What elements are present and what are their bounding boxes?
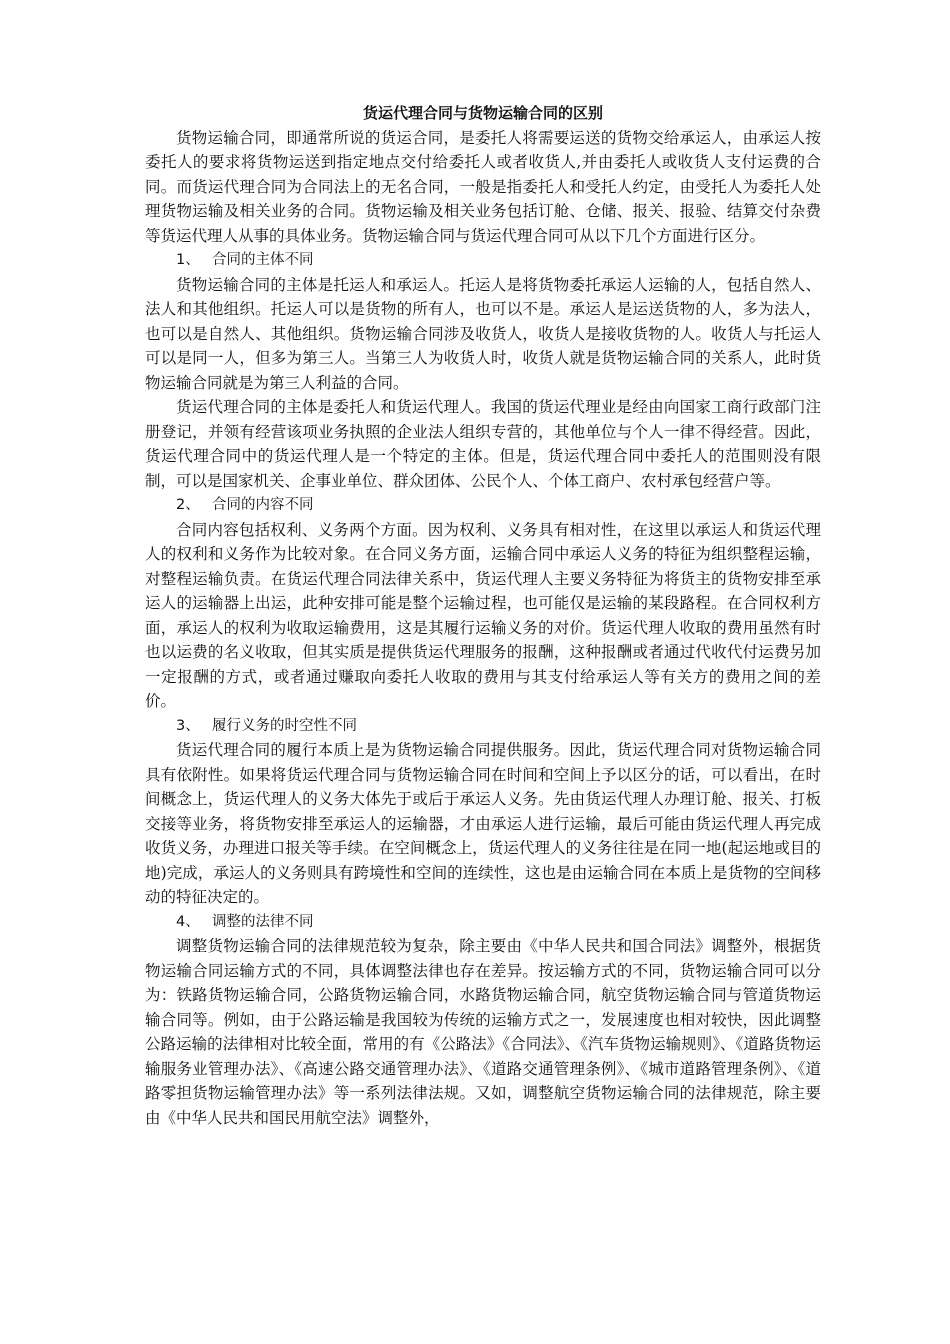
document-title: 货运代理合同与货物运输合同的区别 — [362, 104, 603, 122]
section-4-heading — [145, 910, 821, 935]
intro-paragraph: 货物运输合同，即通常所说的货运合同，是委托人将需要运送的货物交给承运人，由承运人按委托人的要求将货物运送到指定地点交付给委托人或者收货人,并由委托人或收货人支付运费的合同。而货运代理合同为合同法上的无名合同，一般是指委托人和受托人约定，由受托人为委托人处理货物运输及相关业务的合同。货物运输及相关业务包括订舱、仓储、报关、报验、结算交付杂费等货运代理人从事的具体业务。货物运输合同与货运代理合同可从以下几个方面进行区分。 — [145, 128, 821, 245]
section-2-heading — [145, 493, 821, 518]
document-page — [145, 101, 821, 1130]
section-3-paragraph-1: 货运代理合同的履行本质上是为货物运输合同提供服务。因此，货运代理合同对货物运输合同具有依附性。如果将货运代理合同与货物运输合同在时间和空间上予以区分的话，可以看出，在时间概念上，货运代理人的义务大体先于或后于承运人义务。先由货运代理人办理订舱、报关、打板交接等业务，将货物安排至承运人的运输器，才由承运人进行运输，最后可能由货运代理人再完成收货义务，办理进口报关等手续。在空间概念上，货运代理人的义务往往是在同一地(起运地或目的地)完成，承运人的义务则具有跨境性和空间的连续性，这也是由运输合同在本质上是货物的空间移动的特征决定的。 — [145, 741, 821, 906]
section-title: 履行义务的时空性不同 — [212, 717, 357, 734]
section-1-heading — [145, 248, 821, 273]
section-title: 合同的内容不同 — [212, 497, 314, 513]
section-1-paragraph-1: 货物运输合同的主体是托运人和承运人。托运人是将货物委托承运人运输的人，包括自然人、法人和其他组织。托运人可以是货物的所有人，也可以不是。承运人是运送货物的人，多为法人，也可以是自然人、其他组织。货物运输合同涉及收货人，收货人是接收货物的人。收货人与托运人可以是同一人，但多为第三人。当第三人为收货人时，收货人就是货物运输合同的关系人，此时货物运输合同就是为第三人利益的合同。 — [145, 275, 821, 392]
section-number: 1、 — [176, 252, 200, 268]
section-1-paragraph-2: 货运代理合同的主体是委托人和货运代理人。我国的货运代理业是经由向国家工商行政部门注册登记，并领有经营该项业务执照的企业法人组织专营的，其他单位与个人一律不得经营。因此，货运代理合同中的货运代理人是一个特定的主体。但是，货运代理合同中委托人的范围则没有限制，可以是国家机关、企事业单位、群众团体、公民个人、个体工商户、农村承包经营户等。 — [145, 398, 821, 490]
section-title: 合同的主体不同 — [212, 252, 314, 268]
section-number: 4、 — [176, 913, 200, 930]
section-4-paragraph-1: 调整货物运输合同的法律规范较为复杂，除主要由《中华人民共和国合同法》调整外，根据货物运输合同运输方式的不同，具体调整法律也存在差异。按运输方式的不同，货物运输合同可以分为：铁路货物运输合同，公路货物运输合同，水路货物运输合同，航空货物运输合同与管道货物运输合同等。例如，由于公路运输是我国较为传统的运输方式之一，发展速度也相对较快，因此调整公路运输的法律相对比较全面，常用的有《公路法》《合同法》、《汽车货物运输规则》、《道路货物运输服务业管理办法》、《高速公路交通管理办法》、《道路交通管理条例》、《城市道路管理条例》、《道路零担货物运输管理办法》等一系列法律法规。又如，调整航空货物运输合同的法律规范，除主要由《中华人民共和国民用航空法》调整外， — [145, 937, 821, 1127]
section-number: 3、 — [176, 717, 200, 734]
section-title: 调整的法律不同 — [212, 913, 314, 930]
section-3-heading — [145, 714, 821, 739]
section-2-paragraph-1: 合同内容包括权利、义务两个方面。因为权利、义务具有相对性，在这里以承运人和货运代理人的权利和义务作为比较对象。在合同义务方面，运输合同中承运人义务的特征为组织整程运输，对整程运输负责。在货运代理合同法律关系中，货运代理人主要义务特征为将货主的货物安排至承运人的运输器上出运，此种安排可能是整个运输过程，也可能仅是运输的某段路程。在合同权利方面，承运人的权利为收取运输费用，这是其履行运输义务的对价。货运代理人收取的费用虽然有时也以运费的名义收取，但其实质是提供货运代理服务的报酬，这种报酬或者通过代收代付运费另加一定报酬的方式，或者通过赚取向委托人收取的费用与其支付给承运人等有关方的费用之间的差价。 — [145, 520, 821, 710]
section-number: 2、 — [176, 497, 200, 513]
